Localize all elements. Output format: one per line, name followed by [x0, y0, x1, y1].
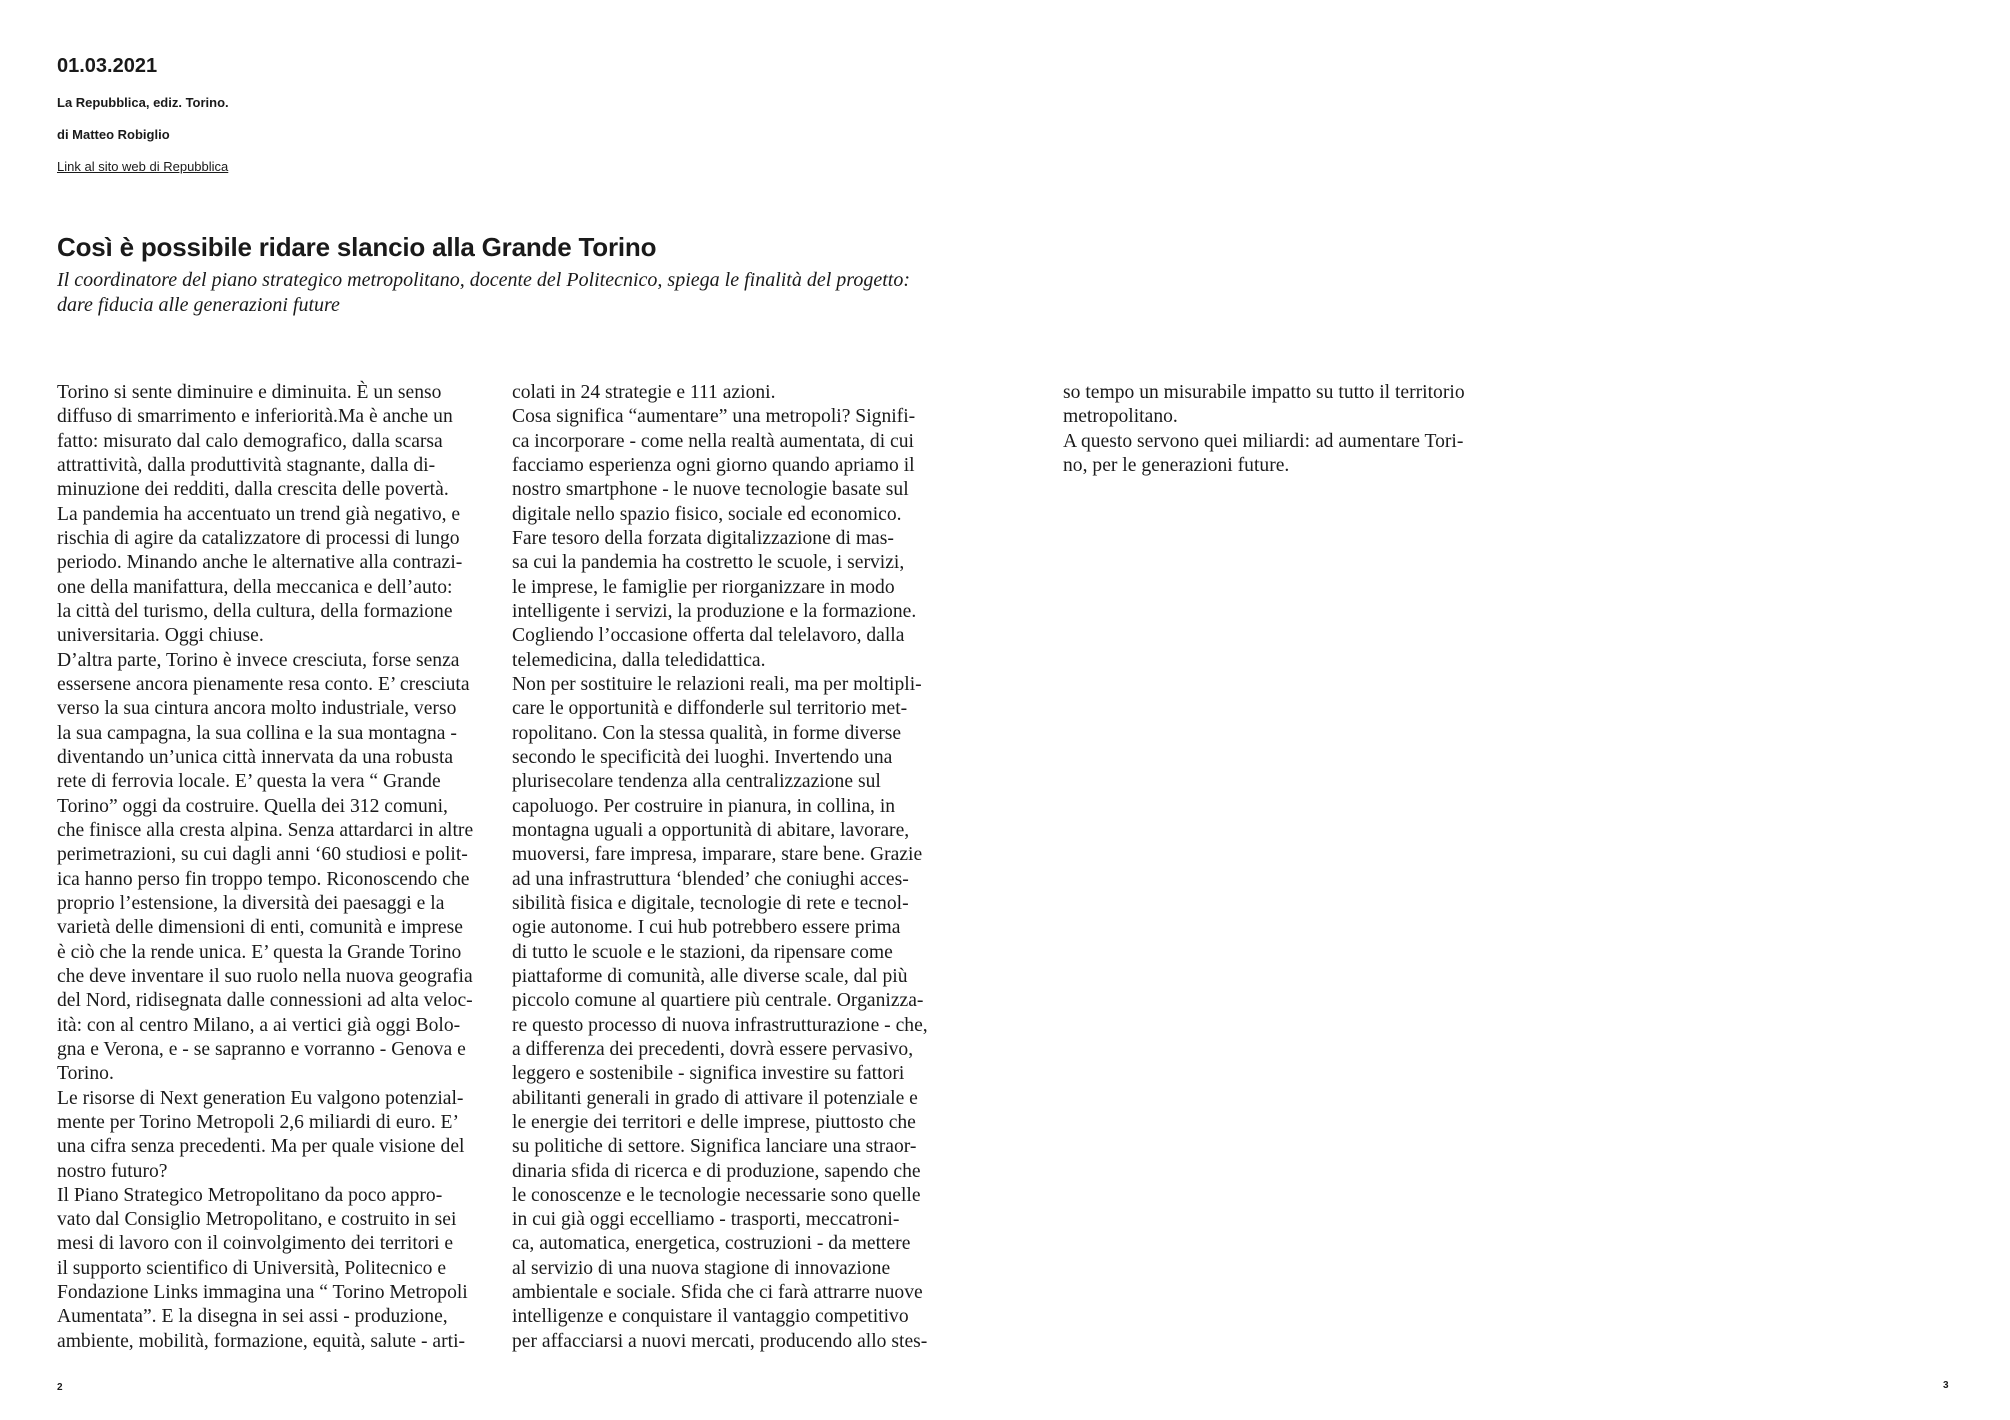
body-text-line: ità: con al centro Milano, a ai vertici già oggi Bolo-: [57, 1014, 461, 1036]
body-text-line: intelligente i servizi, la produzione e la formazione.: [512, 600, 917, 622]
body-text-line: Torino.: [57, 1063, 114, 1085]
body-text-line: ca, automatica, energetica, costruzioni - da mettere: [512, 1233, 911, 1255]
body-text-line: al servizio di una nuova stagione di innovazione: [512, 1257, 891, 1279]
body-text-line: del Nord, ridisegnata dalle connessioni ad alta veloc-: [57, 990, 473, 1012]
body-text-line: Cogliendo l’occasione offerta dal telelavoro, dalla: [512, 625, 905, 647]
body-text-line: Fare tesoro della forzata digitalizzazione di mas-: [512, 527, 894, 549]
body-text-line: che deve inventare il suo ruolo nella nuova geografia: [57, 965, 473, 987]
body-text-line: ca incorporare - come nella realtà aumentata, di cui: [512, 430, 914, 452]
body-text-line: Aumentata”. E la disegna in sei assi - produzione,: [57, 1306, 448, 1328]
body-text-line: sa cui la pandemia ha costretto le scuole, i servizi,: [512, 552, 905, 574]
body-text-line: le energie dei territori e delle imprese, piuttosto che: [512, 1111, 916, 1133]
body-text-line: una cifra senza precedenti. Ma per quale visione del: [57, 1136, 465, 1158]
body-text-line: one della manifattura, della meccanica e dell’auto:: [57, 576, 453, 598]
body-text-line: il supporto scientifico di Università, Politecnico e: [57, 1257, 447, 1279]
body-text-line: secondo le specificità dei luoghi. Invertendo una: [512, 746, 893, 768]
body-text-line: so tempo un misurabile impatto su tutto il territorio: [1063, 382, 1465, 403]
body-text-line: mesi di lavoro con il coinvolgimento dei territori e: [57, 1233, 454, 1255]
body-text-line: universitaria. Oggi chiuse.: [57, 625, 264, 647]
body-text-line: leggero e sostenibile - significa investire su fattori: [512, 1063, 905, 1085]
body-column-2: [512, 381, 928, 1354]
body-text-line: muoversi, fare impresa, imparare, stare bene. Grazie: [512, 844, 923, 866]
repubblica-website-link[interactable]: Link al sito web di Repubblica: [57, 159, 229, 174]
body-text-line: verso la sua cintura ancora molto industriale, verso: [57, 698, 457, 720]
body-text-line: di tutto le scuole e le stazioni, da ripensare come: [512, 941, 893, 963]
body-column-3: [1063, 381, 1465, 478]
body-text-line: piccolo comune al quartiere più centrale. Organizza-: [512, 990, 924, 1012]
body-text-line: su politiche di settore. Significa lanciare una straor-: [512, 1136, 917, 1158]
body-text-line: Le risorse di Next generation Eu valgono potenzial-: [57, 1087, 464, 1109]
body-text-line: Torino si sente diminuire e diminuita. È un senso: [57, 382, 442, 403]
body-text-line: re questo processo di nuova infrastrutturazione - che,: [512, 1014, 928, 1036]
body-text-line: che finisce alla cresta alpina. Senza attardarci in altre: [57, 819, 474, 841]
body-column-1: [57, 381, 473, 1354]
body-text-line: Torino” oggi da costruire. Quella dei 312 comuni,: [57, 795, 448, 817]
body-text-line: ica hanno perso fin troppo tempo. Riconoscendo che: [57, 868, 470, 890]
body-text-line: gna e Verona, e - se sapranno e vorranno - Genova e: [57, 1038, 466, 1060]
page-number-right: 3: [1943, 1380, 1949, 1391]
article-subtitle: [57, 268, 1017, 318]
body-text-line: varietà delle dimensioni di enti, comunità e imprese: [57, 917, 463, 939]
body-text-line: vato dal Consiglio Metropolitano, e costruito in sei: [57, 1209, 457, 1231]
body-text-line: intelligenze e conquistare il vantaggio competitivo: [512, 1306, 909, 1328]
body-text-line: ropolitano. Con la stessa qualità, in forme diverse: [512, 722, 902, 744]
body-text-line: dinaria sfida di ricerca e di produzione, sapendo che: [512, 1160, 921, 1182]
body-text-line: care le opportunità e diffonderle sul territorio met-: [512, 698, 908, 720]
body-text-line: montagna uguali a opportunità di abitare, lavorare,: [512, 819, 910, 841]
body-text-line: piattaforme di comunità, alle diverse scale, dal più: [512, 965, 908, 987]
body-text-line: Il Piano Strategico Metropolitano da poco appro-: [57, 1184, 443, 1206]
article-date: 01.03.2021: [57, 55, 158, 77]
body-text-line: no, per le generazioni future.: [1063, 454, 1290, 476]
body-text-line: Cosa significa “aumentare” una metropoli? Signifi-: [512, 406, 916, 428]
body-text-line: mente per Torino Metropoli 2,6 miliardi di euro. E’: [57, 1111, 460, 1133]
body-text-line: fatto: misurato dal calo demografico, dalla scarsa: [57, 430, 443, 452]
page-number-left: 2: [57, 1382, 63, 1393]
body-text-line: Fondazione Links immagina una “ Torino Metropoli: [57, 1282, 468, 1304]
body-text-line: la sua campagna, la sua collina e la sua montagna -: [57, 722, 457, 744]
body-text-line: perimetrazioni, su cui dagli anni ‘60 studiosi e polit-: [57, 844, 468, 866]
body-text-line: ambiente, mobilità, formazione, equità, salute - arti-: [57, 1330, 466, 1352]
body-text-line: telemedicina, dalla teledidattica.: [512, 649, 766, 671]
body-text-line: colati in 24 strategie e 111 azioni.: [512, 382, 776, 403]
body-text-line: abilitanti generali in grado di attivare il potenziale e: [512, 1087, 918, 1109]
body-text-line: rischia di agire da catalizzatore di processi di lungo: [57, 527, 460, 549]
article-author: di Matteo Robiglio: [57, 127, 170, 142]
body-text-line: diffuso di smarrimento e inferiorità.Ma è anche un: [57, 406, 453, 428]
body-text-line: metropolitano.: [1063, 406, 1178, 428]
subtitle-line: dare fiducia alle generazioni future: [57, 294, 340, 316]
body-text-line: La pandemia ha accentuato un trend già negativo, e: [57, 503, 461, 525]
body-text-line: D’altra parte, Torino è invece cresciuta, forse senza: [57, 649, 460, 671]
body-text-line: digitale nello spazio fisico, sociale ed economico.: [512, 503, 902, 525]
body-text-line: a differenza dei precedenti, dovrà essere pervasivo,: [512, 1038, 914, 1060]
body-text-line: nostro futuro?: [57, 1160, 168, 1182]
body-text-line: le conoscenze e le tecnologie necessarie sono quelle: [512, 1184, 921, 1206]
body-text-line: essersene ancora pienamente resa conto. E’ cresciuta: [57, 673, 470, 695]
body-text-line: proprio l’estensione, la diversità dei paesaggi e la: [57, 892, 445, 914]
body-text-line: la città del turismo, della cultura, della formazione: [57, 600, 453, 622]
body-text-line: è ciò che la rende unica. E’ questa la Grande Torino: [57, 941, 462, 963]
body-text-line: ambientale e sociale. Sfida che ci farà attrarre nuove: [512, 1282, 923, 1304]
body-text-line: ogie autonome. I cui hub potrebbero essere prima: [512, 917, 901, 939]
body-text-line: minuzione dei redditi, dalla crescita delle povertà.: [57, 479, 449, 501]
body-text-line: attrattività, dalla produttività stagnante, dalla di-: [57, 454, 436, 476]
body-text-line: rete di ferrovia locale. E’ questa la vera “ Grande: [57, 771, 441, 793]
body-text-line: Non per sostituire le relazioni reali, ma per moltipli-: [512, 673, 922, 695]
body-text-line: diventando un’unica città innervata da una robusta: [57, 746, 454, 768]
body-text-line: ad una infrastruttura ‘blended’ che coniughi acces-: [512, 868, 909, 890]
body-text-line: sibilità fisica e digitale, tecnologie di rete e tecnol-: [512, 892, 909, 914]
body-text-line: le imprese, le famiglie per riorganizzare in modo: [512, 576, 895, 598]
body-text-line: per affacciarsi a nuovi mercati, producendo allo stes-: [512, 1330, 928, 1352]
body-text-line: nostro smartphone - le nuove tecnologie basate sul: [512, 479, 909, 501]
body-text-line: facciamo esperienza ogni giorno quando apriamo il: [512, 454, 915, 476]
body-text-line: capoluogo. Per costruire in pianura, in collina, in: [512, 795, 896, 817]
publication-source: La Repubblica, ediz. Torino.: [57, 95, 229, 110]
article-title: Così è possibile ridare slancio alla Grande Torino: [57, 232, 657, 262]
body-text-line: in cui già oggi eccelliamo - trasporti, meccatroni-: [512, 1209, 900, 1231]
subtitle-line: Il coordinatore del piano strategico metropolitano, docente del Politecnico, spiega le finalità del progetto:: [57, 269, 910, 291]
body-text-line: A questo servono quei miliardi: ad aumentare Tori-: [1063, 430, 1464, 452]
body-text-line: periodo. Minando anche le alternative alla contrazi-: [57, 552, 463, 574]
body-text-line: plurisecolare tendenza alla centralizzazione sul: [512, 771, 881, 793]
